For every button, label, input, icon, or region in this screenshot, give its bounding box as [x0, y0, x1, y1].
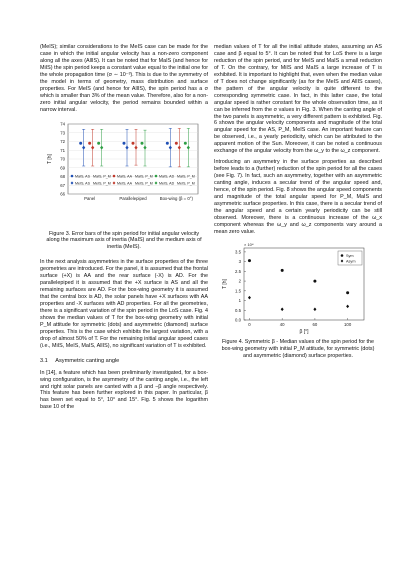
y-tick-label: 2 [238, 278, 241, 284]
legend-marker [155, 181, 158, 184]
y-tick-label: 69 [60, 164, 65, 170]
body-paragraph: In [14], a feature which has been preliminarily investigated, for a box-wing configuration, is the asymmetry of the canting angle, i.e., the left and right solar panels are canted with a β and −β angle respectively. This feature has been further explored in this paper. In particular, β has been set equal to 5°, 10° and 15°. Fig. 5 shows the logarithm base 10 of the [40, 369, 208, 411]
x-tick-label: Parallelepiped [119, 195, 147, 201]
legend-label: MeIS, P_M [135, 181, 153, 186]
legend-label: MaIS, AS [75, 174, 90, 179]
x-tick-label: 60 [312, 321, 318, 327]
legend-label: MaIS, AD [159, 174, 175, 179]
y-tick-label: 68 [60, 173, 65, 179]
y-tick-label: 71 [60, 147, 65, 153]
data-point-diamond [125, 145, 128, 149]
body-paragraph: median values of T for all the initial attitude states, assuming an AS case and β equal to 5°. It can be noted that for LoS there is a large reduction of the spin period, and for MeIS and MaIS a small reduction of T. On the contrary, for MiIS and MaIS a large increase of T is exhibited. It is important to highlight that, even when the median value of T does not change significantly (as for the MeIS and AllIS cases), the pattern of the angular velocity is quite different to the corresponding symmetric case. In fact, in this latter case, the total angular speed is rather constant for the whole observation time, as it can be inferred from the σ values in Fig. 3. When the canting angle of the two panels is asymmetric, a very different pattern is exhibited. Fig. 6 shows the angular velocity components and magnitude of the total angular speed for the AS, P_M, MeIS case. An important feature can be observed, i.e., a yearly periodicity, which can be attributed to the apparent motion of the Sun. Moreover, it can be noted a continuous exchange of the angular velocity from the ω_y to the ω_z component. [214, 44, 382, 155]
body-paragraph: Introducing an asymmetry in the surface properties as described before leads to a (further) reduction of the spin period for all the cases (see Fig. 7). In fact, such an asymmetry, together with an asymmetric canting angle, induces a secular trend of the angular speed and, hence, of the spin period. Fig. 8 shows the angular speed components and magnitude of the total angular speed for P_M, MaIS and asymmetric surface properties. In this case, there is a secular trend of the angular speed and a certain yearly periodicity can be still observed. Moreover, there is a continuous increase of the ω_x component whereas the ω_y and ω_z components vary around a mean zero value. [214, 159, 382, 235]
y-tick-label: 0.5 [235, 307, 241, 313]
data-point-diamond [82, 145, 85, 149]
data-point-circle [97, 141, 100, 144]
data-point-circle [141, 141, 144, 144]
data-point-circle [88, 141, 91, 144]
legend-marker [71, 174, 74, 177]
y-tick-label: 3.5 [235, 249, 241, 255]
x-axis-label: β [°] [299, 328, 309, 335]
data-point-diamond [313, 307, 316, 311]
legend-marker-dot [341, 254, 344, 257]
y-axis-label: T [h] [222, 278, 228, 289]
data-point-dot [313, 279, 316, 282]
x-tick-label: 0 [248, 321, 251, 327]
section-number: 3.1 [40, 357, 48, 364]
legend-marker [71, 181, 74, 184]
figure-3-caption: Figure 3. Error bars of the spin period for initial angular velocity along the maximum axis of inertia (MaIS) and the medium axis of inertia (MeIS). [46, 230, 202, 251]
data-point-dot [281, 269, 284, 272]
body-paragraph: In the next analysis asymmetries in the surface properties of the three geometries are introduced. For the panel, it is assumed that the frontal surface (+X) is AA and the rear surface (-X) is AD. For the parallelepiped it is assumed that the +X surface is AS and all the remaining surfaces are AD. For the box-wing geometry it is assumed that the central box is AD, the solar panels have +X surfaces with AA properties and -X surfaces with AD properties. For all the geometries, there is a significant variation of the spin period in the LoS case. Fig. 4 shows the median values of T for the box-wing geometry with initial P_M attitude for symmetric (dots) and asymmetric (diamond) surface properties. This is the case which exhibits the largest variation, with a drop of almost 50% of T. For the remaining initial angular speed cases (i.e., MiIS, MeIS, MaIS, AllIS), no significant variation of T is exhibited. [40, 259, 208, 349]
y-tick-label: 66 [60, 191, 65, 197]
data-point-circle [175, 141, 178, 144]
data-point-circle [184, 141, 187, 144]
figure-4-scatter-chart [214, 240, 382, 336]
y-tick-label: 1 [238, 297, 241, 303]
legend-label: Sym [346, 253, 354, 258]
data-point-diamond [346, 304, 349, 308]
data-point-diamond [248, 296, 251, 300]
y-tick-label: 3 [238, 258, 241, 264]
data-point-diamond [281, 307, 284, 311]
y-tick-label: 70 [60, 156, 65, 162]
figure-3-error-bar-chart [40, 118, 208, 228]
data-point-dot [346, 291, 349, 294]
x-tick-label: Panel [84, 195, 96, 201]
section-title: Asymmetric canting angle [55, 357, 120, 364]
data-point-diamond [100, 145, 103, 149]
data-point-diamond [91, 145, 94, 149]
legend-label: MeIS, AD [159, 181, 175, 186]
section-heading [40, 358, 208, 365]
x-tick-label: Box-wing (β = 0°) [159, 195, 193, 201]
y-multiplier: × 10⁴ [244, 241, 254, 247]
legend-label: MeIS, P_M [93, 181, 111, 186]
legend-label: MeIS, AS [75, 181, 90, 186]
x-tick-label: 100 [344, 321, 352, 327]
data-point-diamond [134, 145, 137, 149]
y-tick-label: 72 [60, 138, 65, 144]
figure-4-caption: Figure 4. Symmetric β - Median values of the spin period for the box-wing geometry with initial P_M attitude, for symmetric (dots) and asymmetric (diamond) surface properties. [221, 338, 375, 359]
body-paragraph: (MeIS); similar considerations to the MeIS case can be made for the case in which the initial angular velocity has a non-zero component along all the axes (AllIS). It can be noted that for MaIS (and hence for MiIS) the spin period keeps a constant value equal to the initial one for the whole propagation time (σ ∼ 10⁻³). This is due to the symmetry of the model in terms of geometry, mass distribution and surface properties. For MeIS (and hence for AllIS), the spin period has a σ which is smaller than 3% of the mean value. Therefore, also for a non-zero initial angular velocity, the period remains bounded within a narrow interval. [40, 44, 208, 113]
y-tick-label: 73 [60, 129, 65, 135]
legend-label: MeIS, AA [117, 181, 132, 186]
data-point-circle [79, 141, 82, 144]
x-tick-label: 40 [279, 321, 285, 327]
legend-label: MaIS, P_M [135, 174, 153, 179]
legend-marker [155, 174, 158, 177]
data-point-circle [132, 141, 135, 144]
legend-label: MaIS, P_M [93, 174, 111, 179]
data-point-circle [166, 141, 169, 144]
y-tick-label: 2.5 [235, 268, 241, 274]
legend-label: Asym [346, 259, 356, 264]
y-axis-label: T [h] [47, 153, 53, 164]
data-point-diamond [187, 145, 190, 149]
data-point-circle [123, 141, 126, 144]
legend-label: MaIS, P_M [177, 174, 195, 179]
y-tick-label: 67 [60, 182, 65, 188]
right-column [214, 44, 382, 367]
legend-label: MeIS, P_M [177, 181, 195, 186]
left-column [40, 44, 208, 415]
data-point-dot [248, 259, 251, 262]
legend-marker [113, 174, 116, 177]
data-point-diamond [178, 145, 181, 149]
data-point-diamond [169, 145, 172, 149]
y-tick-label: 0.0 [235, 317, 241, 323]
y-tick-label: 1.5 [235, 288, 241, 294]
legend-label: MaIS, AA [117, 174, 132, 179]
legend-marker [113, 181, 116, 184]
data-point-diamond [143, 145, 146, 149]
y-tick-label: 74 [60, 121, 65, 127]
